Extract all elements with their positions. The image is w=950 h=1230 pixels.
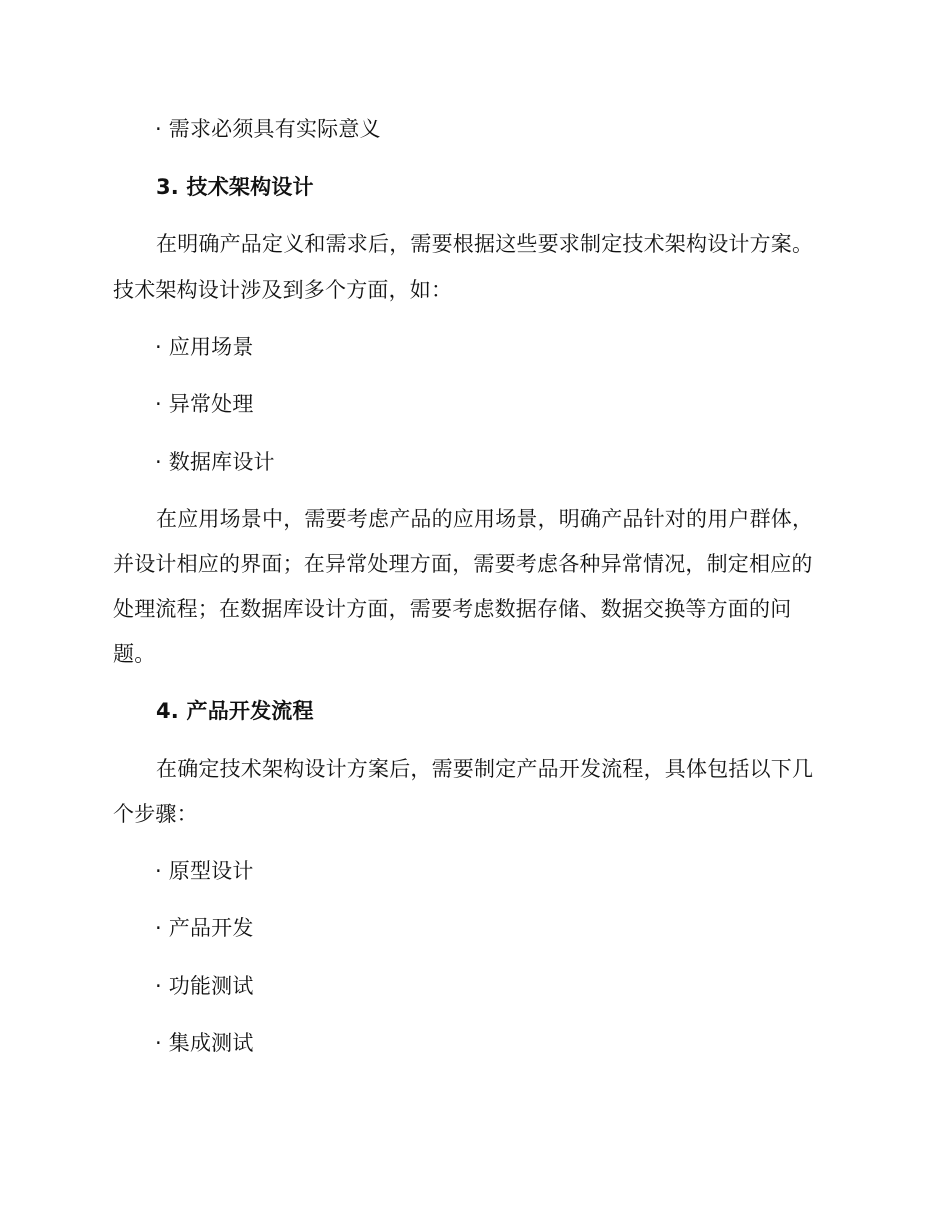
bullet-item: · 应用场景 xyxy=(155,335,254,359)
bullet-item: · 数据库设计 xyxy=(155,450,275,474)
bullet-item: · 产品开发 xyxy=(155,916,254,940)
paragraph-line: 处理流程；在数据库设计方面，需要考虑数据存储、数据交换等方面的问 xyxy=(113,597,792,621)
bullet-item: · 异常处理 xyxy=(155,392,254,416)
paragraph-line: 在确定技术架构设计方案后，需要制定产品开发流程，具体包括以下几 xyxy=(156,757,814,781)
bullet-item: · 需求必须具有实际意义 xyxy=(155,117,381,141)
paragraph-line: 题。 xyxy=(113,642,156,666)
section-heading: 4. 产品开发流程 xyxy=(156,699,314,723)
paragraph-line: 并设计相应的界面；在异常处理方面，需要考虑各种异常情况，制定相应的 xyxy=(113,552,813,576)
bullet-item: · 集成测试 xyxy=(155,1031,254,1055)
bullet-item: · 原型设计 xyxy=(155,859,254,883)
paragraph-line: 个步骤： xyxy=(113,802,198,826)
bullet-item: · 功能测试 xyxy=(155,974,254,998)
paragraph-line: 在应用场景中，需要考虑产品的应用场景，明确产品针对的用户群体， xyxy=(156,507,814,531)
paragraph-line: 在明确产品定义和需求后，需要根据这些要求制定技术架构设计方案。 xyxy=(156,232,814,256)
paragraph-line: 技术架构设计涉及到多个方面，如： xyxy=(113,278,453,302)
section-heading: 3. 技术架构设计 xyxy=(156,175,314,199)
